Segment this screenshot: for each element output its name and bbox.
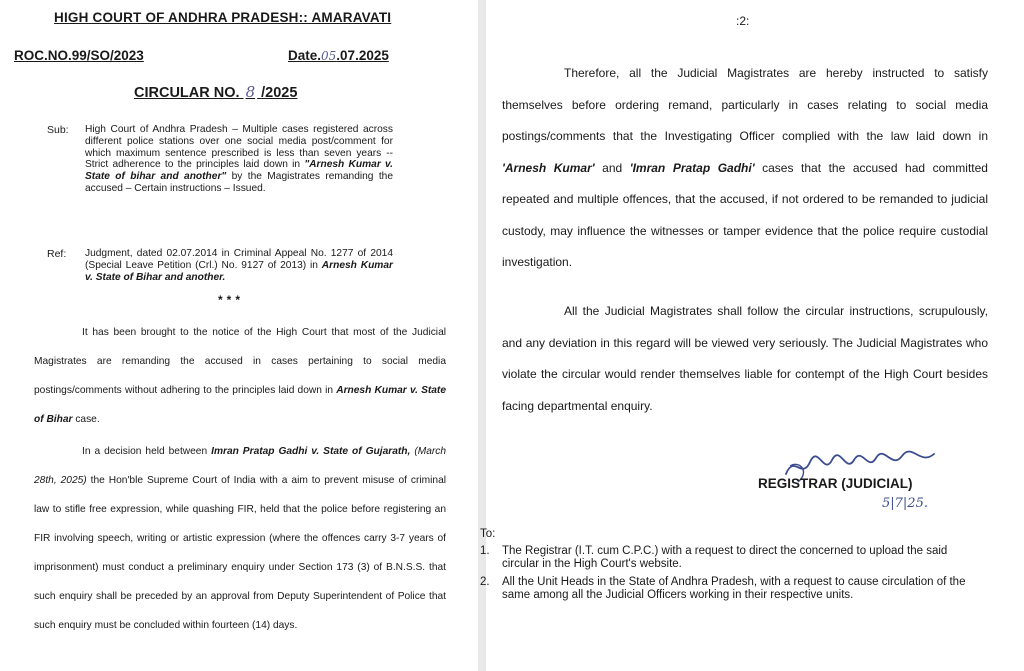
recipient-item bbox=[480, 545, 968, 571]
recipient-text: The Registrar (I.T. cum C.P.C.) with a request to direct the concerned to upload the said circular in the High Court's website. bbox=[502, 545, 948, 570]
recipient-item bbox=[480, 576, 968, 602]
circular-date: Date.05.07.2025 bbox=[288, 48, 389, 63]
recipient-number: 1. bbox=[480, 545, 490, 557]
circular-page-1 bbox=[0, 0, 478, 671]
paragraph-decision: In a decision held between Imran Pratap Gadhi v. State of Gujarath, (March 28th, 2025) the Hon'ble Supreme Court of India with a aim to prevent misuse of criminal law to stifle free expression, while quashing FIR, held that the police before registering an FIR involving speech, writing or artistic expression (where the offences carry 3-7 years of imprisonment) must conduct a preliminary enquiry under Section 173 (3) of B.N.S.S. that such enquiry shall be preceded by an approval from Deputy Superintendent of Police that such enquiry must be concluded within fourteen (14) days. bbox=[34, 446, 447, 631]
court-title: HIGH COURT OF ANDHRA PRADESH:: AMARAVATI bbox=[54, 10, 392, 25]
paragraph-notice: It has been brought to the notice of the High Court that most of the Judicial Magistrates are remanding the accused in cases pertaining to social media postings/comments without adhering to the principles laid down in Arnesh Kumar v. State of Bihar case. bbox=[34, 327, 446, 425]
paragraph-instructions: Therefore, all the Judicial Magistrates are hereby instructed to satisfy themselves before ordering remand, particularly in cases relating to social media postings/comments that the Investigating Officer complied with the law laid down in 'Arnesh Kumar' and 'Imran Pratap Gadhi' cases that the accused had committed repeated and multiple offences, that the accused, if not ordered to be remanded to judicial custody, may influence the witnesses or tamper evidence that the police require custodial investigation. bbox=[502, 66, 988, 269]
roc-number: ROC.NO.99/SO/2023 bbox=[14, 48, 144, 63]
handwritten-circular-no: 8 bbox=[245, 83, 256, 101]
page-number: :2: bbox=[736, 14, 750, 28]
to-label: To: bbox=[480, 528, 496, 540]
subject-label: Sub: bbox=[47, 124, 69, 136]
handwritten-day: 05 bbox=[321, 49, 337, 63]
recipient-list bbox=[480, 545, 968, 607]
section-separator: *** bbox=[218, 293, 245, 307]
circular-number: CIRCULAR NO. 8 /2025 bbox=[134, 83, 298, 101]
recipient-text: All the Unit Heads in the State of Andhra Pradesh, with a request to cause circulation of the same among all the Judicial Officers working in their respective units. bbox=[502, 576, 966, 601]
recipient-number: 2. bbox=[480, 576, 490, 588]
subject-text: High Court of Andhra Pradesh – Multiple cases registered across different police stations over one social media post/comment for which maximum sentence prescribed is less than seven years -- Strict adherence to the principles laid down in "Arnesh Kumar v. State of bihar and another" by the Magistrates remanding the accused – Certain instructions – Issued. bbox=[85, 124, 394, 194]
signature-date: 5|7|25. bbox=[882, 496, 928, 511]
reference-label: Ref: bbox=[47, 248, 67, 260]
circular-page-2 bbox=[480, 0, 1024, 671]
paragraph-compliance: All the Judicial Magistrates shall follow the circular instructions, scrupulously, and any deviation in this regard will be viewed very seriously. The Judicial Magistrates who violate the circular would render themselves liable for contempt of the High Court besides facing departmental enquiry. bbox=[502, 304, 988, 413]
reference-text: Judgment, dated 02.07.2014 in Criminal Appeal No. 1277 of 2014 (Special Leave Petition (Crl.) No. 9127 of 2013) in Arnesh Kumar v. State of Bihar and another. bbox=[85, 248, 393, 283]
registrar-designation: REGISTRAR (JUDICIAL) bbox=[758, 476, 913, 491]
